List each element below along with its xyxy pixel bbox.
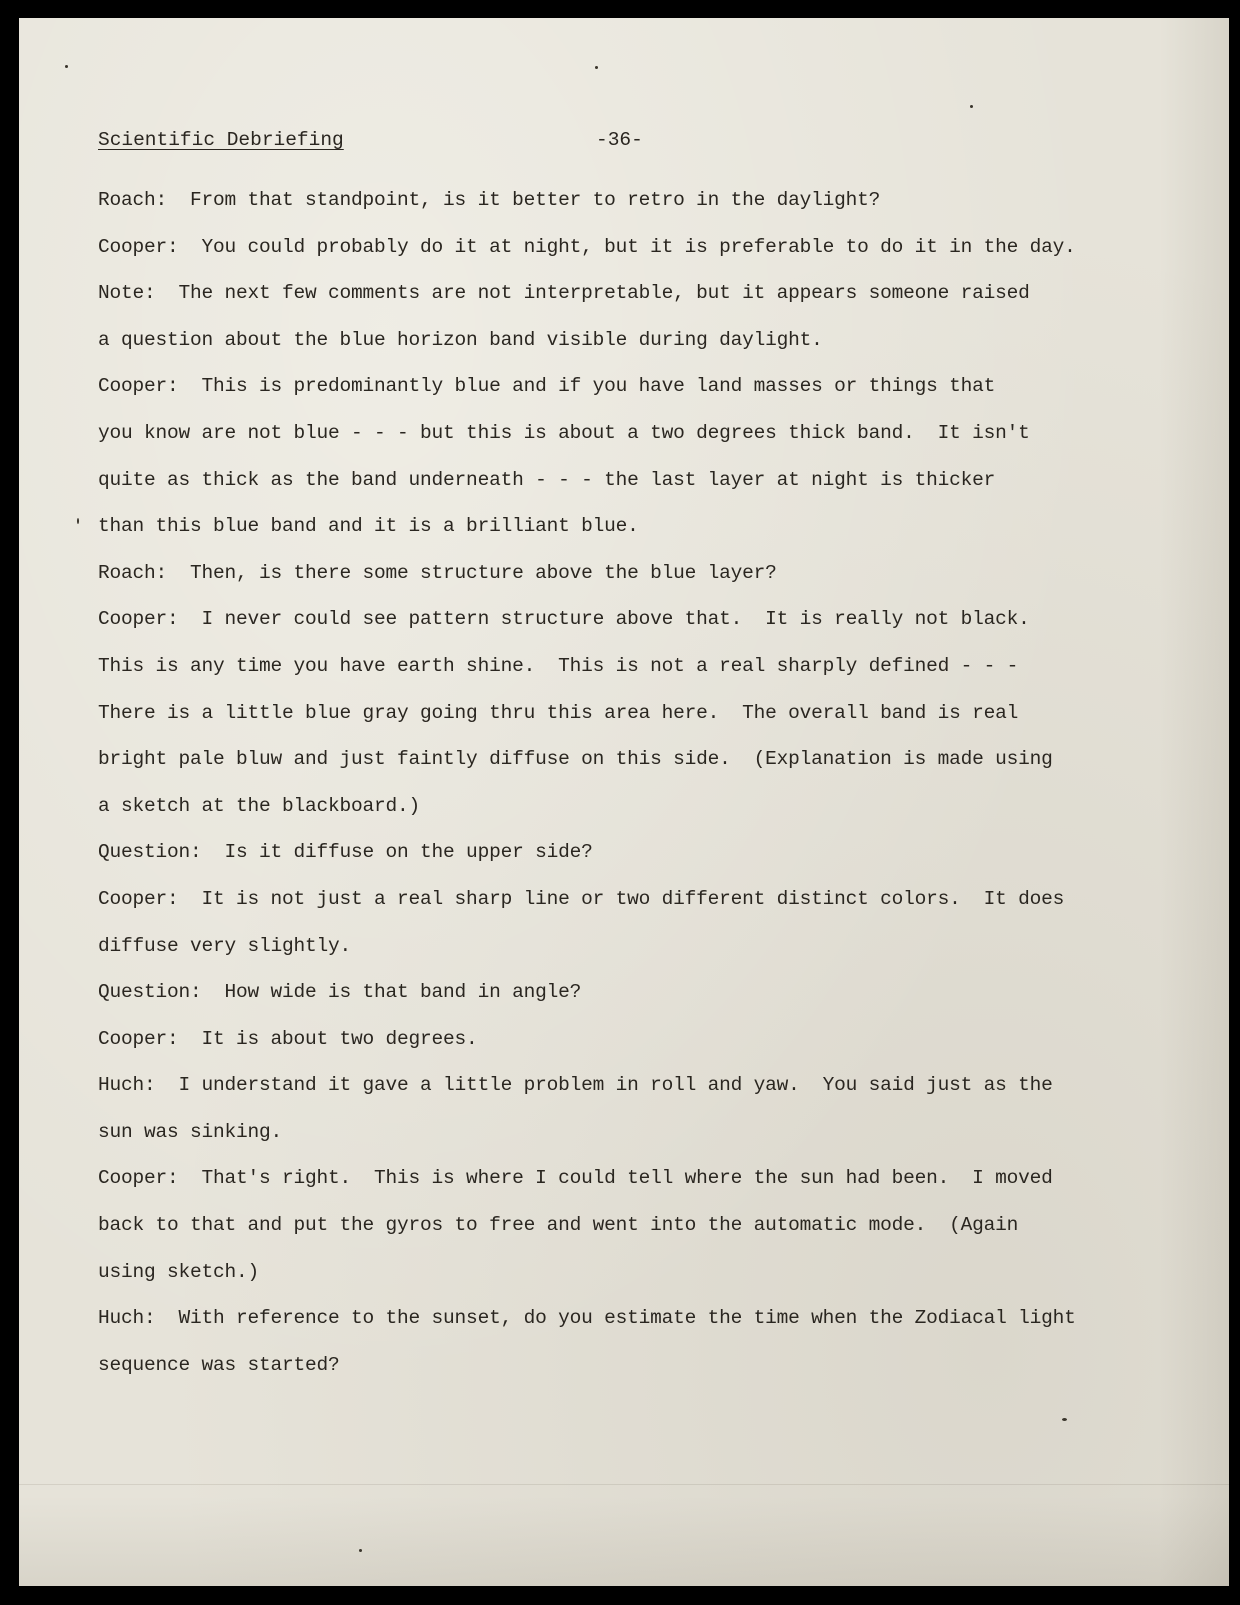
text-line: a sketch at the blackboard.) <box>98 794 421 817</box>
dust-speck <box>970 105 973 108</box>
text-line: back to that and put the gyros to free and went into the automatic mode. (Again <box>98 1214 1019 1237</box>
text-line: Huch: With reference to the sunset, do you estimate the time when the Zodiacal light <box>98 1307 1076 1330</box>
dust-speck <box>359 1549 362 1552</box>
text-line: Cooper: That's right. This is where I could tell where the sun had been. I moved <box>98 1167 1053 1190</box>
text-line: Question: How wide is that band in angle? <box>98 981 582 1004</box>
text-line: This is any time you have earth shine. This is not a real sharply defined - - - <box>98 654 1019 677</box>
text-line: Huch: I understand it gave a little problem in roll and yaw. You said just as the <box>98 1074 1053 1097</box>
text-line: you know are not blue - - - but this is about a two degrees thick band. It isn't <box>98 421 1030 444</box>
paper-fold-line <box>19 1484 1229 1485</box>
text-line: sun was sinking. <box>98 1120 283 1143</box>
dust-speck <box>77 518 79 524</box>
document-page <box>19 18 1229 1586</box>
text-line: a question about the blue horizon band visible during daylight. <box>98 328 823 351</box>
text-line: than this blue band and it is a brilliant blue. <box>98 515 639 538</box>
dust-speck <box>65 65 68 68</box>
page-bottom-shading <box>19 1496 1229 1586</box>
dust-speck <box>1062 1418 1067 1421</box>
text-line: Cooper: You could probably do it at night, but it is preferable to do it in the day. <box>98 235 1076 258</box>
text-line: diffuse very slightly. <box>98 934 352 957</box>
text-line: Note: The next few comments are not interpretable, but it appears someone raised <box>98 282 1030 305</box>
text-line: Roach: From that standpoint, is it better to retro in the daylight? <box>98 189 881 211</box>
text-line: Question: Is it diffuse on the upper side? <box>98 841 593 864</box>
text-line: bright pale bluw and just faintly diffuse on this side. (Explanation is made using <box>98 748 1053 771</box>
text-line: sequence was started? <box>98 1353 340 1376</box>
text-line: There is a little blue gray going thru this area here. The overall band is real <box>98 701 1019 724</box>
text-line: Cooper: I never could see pattern structure above that. It is really not black. <box>98 608 1030 631</box>
page-number: -36- <box>596 129 643 151</box>
text-line: using sketch.) <box>98 1260 260 1283</box>
dust-speck <box>595 66 598 69</box>
page-header <box>98 129 1098 159</box>
transcript-body <box>98 177 1108 1388</box>
text-line: Roach: Then, is there some structure above the blue layer? <box>98 561 777 584</box>
text-line: Cooper: It is not just a real sharp line or two different distinct colors. It does <box>98 887 1065 910</box>
text-line: Cooper: This is predominantly blue and if you have land masses or things that <box>98 375 996 398</box>
text-line: quite as thick as the band underneath - - - the last layer at night is thicker <box>98 468 996 491</box>
page-edge-shading <box>1159 18 1229 1586</box>
document-title: Scientific Debriefing <box>98 129 344 151</box>
text-line: Cooper: It is about two degrees. <box>98 1027 478 1050</box>
